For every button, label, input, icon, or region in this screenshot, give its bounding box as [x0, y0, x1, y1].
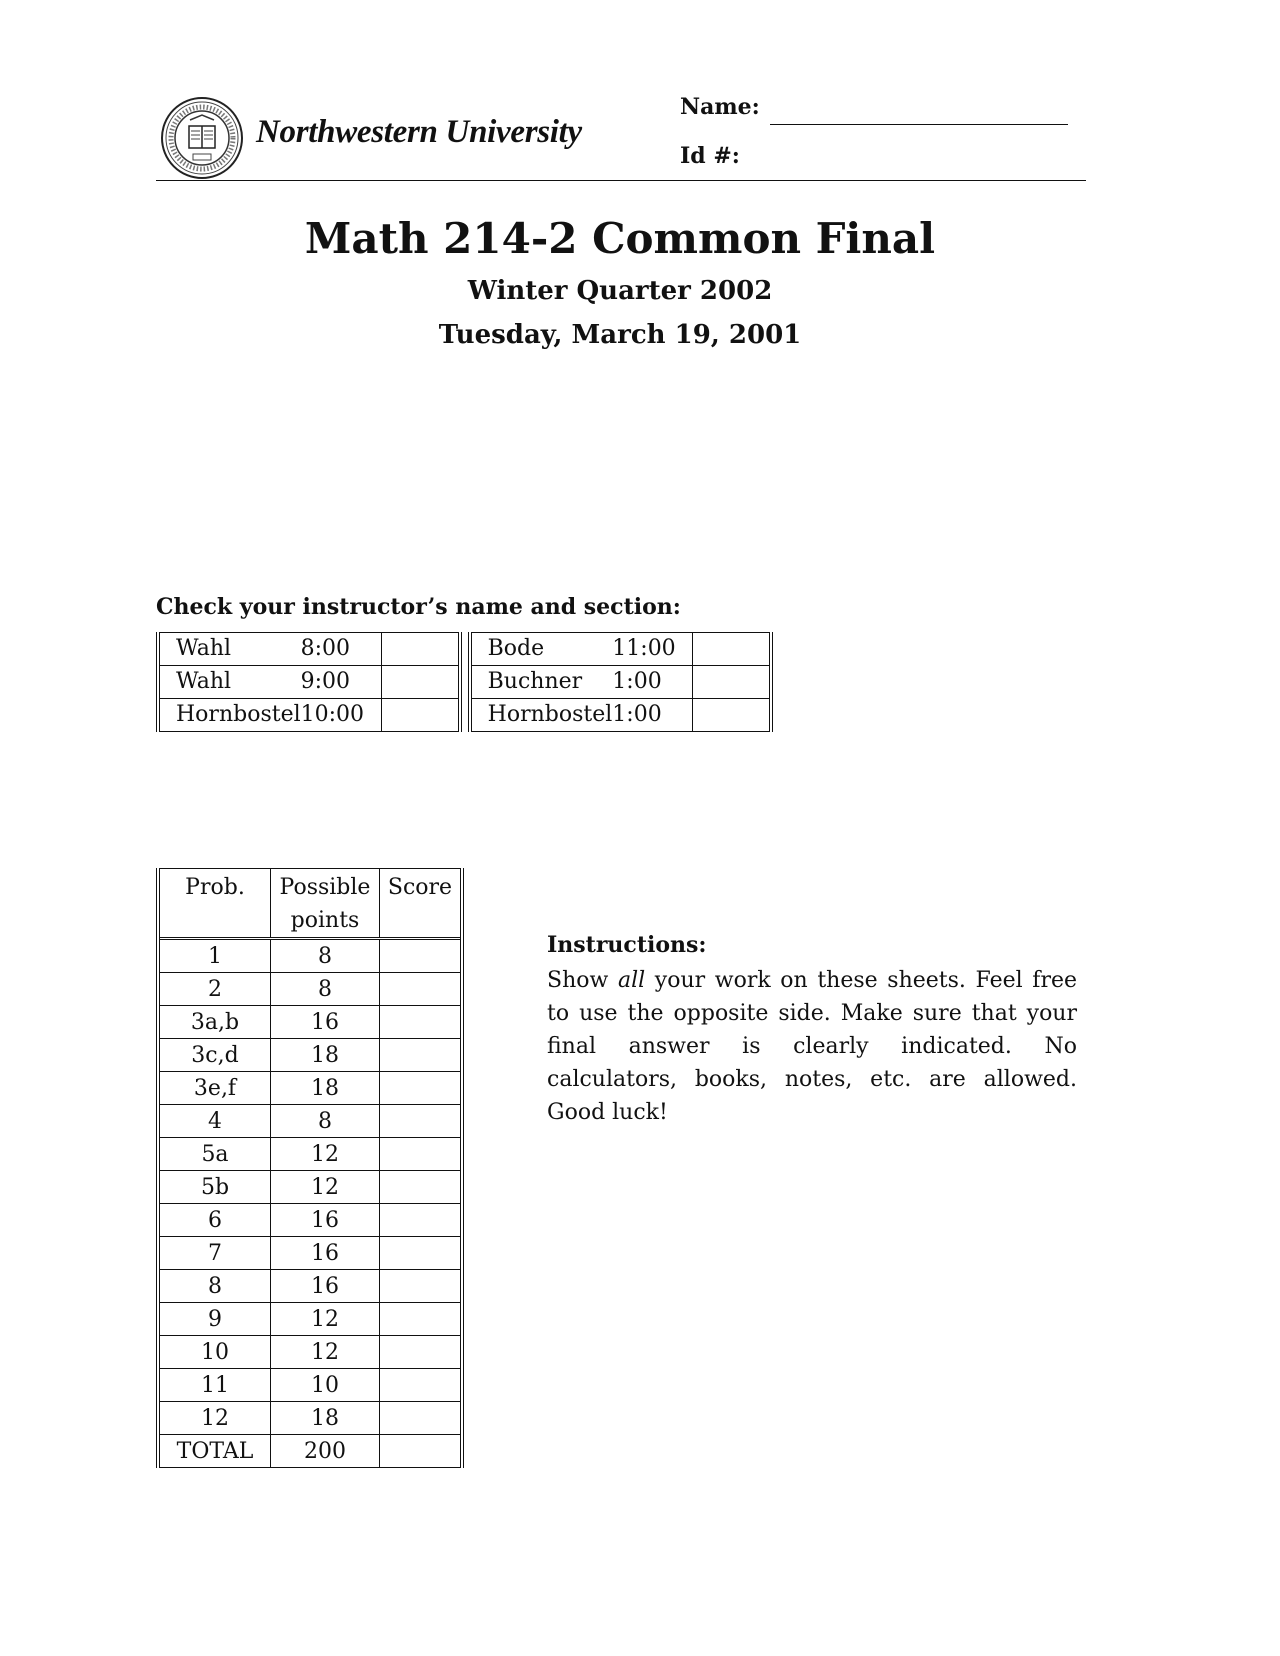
- instructor-name: Hornbostel: [470, 699, 613, 732]
- possible-points: 12: [271, 1336, 380, 1369]
- instructor-name: Hornbostel: [158, 699, 301, 732]
- score-cell[interactable]: [380, 1270, 463, 1303]
- points-header-line1: Possible: [279, 875, 371, 900]
- score-row: [158, 1270, 462, 1303]
- problem-label: 10: [158, 1336, 271, 1369]
- possible-points: 8: [271, 973, 380, 1006]
- score-row: [158, 939, 462, 973]
- instructions-text-post: your work on these sheets. Feel free to use the opposite side. Make sure that your final answer is clearly indicated. No calculators, books, notes, etc. are allowed. Good luck!: [547, 968, 1078, 1125]
- possible-points: 18: [271, 1402, 380, 1435]
- name-label: Name:: [680, 94, 760, 120]
- score-row: [158, 1237, 462, 1270]
- instructor-name: Bode: [470, 633, 613, 666]
- problem-label: TOTAL: [158, 1435, 271, 1468]
- problem-label: 9: [158, 1303, 271, 1336]
- score-row: [158, 1369, 462, 1402]
- instructor-name: Buchner: [470, 666, 613, 699]
- score-row: [158, 1336, 462, 1369]
- points-header-line2: points: [290, 908, 360, 933]
- score-row: [158, 973, 462, 1006]
- section-time: 1:00: [612, 699, 693, 732]
- score-row: [158, 1138, 462, 1171]
- possible-points: 8: [271, 939, 380, 973]
- university-seal-icon: [160, 96, 244, 180]
- score-cell[interactable]: [380, 1006, 463, 1039]
- score-cell[interactable]: [380, 1336, 463, 1369]
- score-row: [158, 1006, 462, 1039]
- possible-points: 12: [271, 1171, 380, 1204]
- possible-points: 16: [271, 1006, 380, 1039]
- instructor-name: Wahl: [158, 633, 301, 666]
- score-cell[interactable]: [380, 973, 463, 1006]
- instructor-row: [158, 633, 771, 666]
- problem-label: 8: [158, 1270, 271, 1303]
- possible-points: 16: [271, 1237, 380, 1270]
- score-row: [158, 1303, 462, 1336]
- instructions-text-pre: Show: [547, 968, 618, 993]
- score-row: [158, 1171, 462, 1204]
- score-row: [158, 1435, 462, 1468]
- exam-title: Math 214-2 Common Final: [304, 214, 936, 263]
- score-cell[interactable]: [380, 1369, 463, 1402]
- score-cell[interactable]: [380, 1105, 463, 1138]
- instructions-body: [547, 964, 1077, 1129]
- instructions-emphasis: all: [617, 968, 646, 993]
- section-time: 11:00: [612, 633, 693, 666]
- problem-label: 3c,d: [158, 1039, 271, 1072]
- possible-points: 16: [271, 1204, 380, 1237]
- score-row: [158, 1402, 462, 1435]
- section-checkbox[interactable]: [381, 699, 460, 732]
- prob-header: Prob.: [158, 869, 271, 939]
- score-cell[interactable]: [380, 1072, 463, 1105]
- possible-points: 18: [271, 1039, 380, 1072]
- exam-date: Tuesday, March 19, 2001: [438, 320, 802, 350]
- section-time: 10:00: [301, 699, 382, 732]
- score-cell[interactable]: [380, 1039, 463, 1072]
- problem-label: 5a: [158, 1138, 271, 1171]
- section-checkbox[interactable]: [381, 666, 460, 699]
- score-cell[interactable]: [380, 1435, 463, 1468]
- instructor-row: [158, 666, 771, 699]
- problem-label: 1: [158, 939, 271, 973]
- section-checkbox[interactable]: [381, 633, 460, 666]
- instructions-heading: Instructions:: [547, 932, 707, 958]
- possible-points: 8: [271, 1105, 380, 1138]
- section-checkbox[interactable]: [693, 633, 772, 666]
- section-checkbox[interactable]: [693, 666, 772, 699]
- instructor-table: [156, 632, 773, 732]
- score-table-header: [158, 869, 462, 939]
- score-row: [158, 1039, 462, 1072]
- possible-points: 16: [271, 1270, 380, 1303]
- score-cell[interactable]: [380, 1303, 463, 1336]
- section-time: 1:00: [612, 666, 693, 699]
- problem-label: 4: [158, 1105, 271, 1138]
- points-header: [271, 869, 380, 939]
- possible-points: 18: [271, 1072, 380, 1105]
- instructor-row: [158, 699, 771, 732]
- problem-label: 7: [158, 1237, 271, 1270]
- exam-term: Winter Quarter 2002: [467, 276, 773, 306]
- problem-label: 3e,f: [158, 1072, 271, 1105]
- instructor-heading: Check your instructor’s name and section:: [156, 594, 681, 620]
- score-cell[interactable]: [380, 1171, 463, 1204]
- possible-points: 12: [271, 1138, 380, 1171]
- score-cell[interactable]: [380, 939, 463, 973]
- section-time: 8:00: [301, 633, 382, 666]
- score-table: [156, 868, 464, 1468]
- problem-label: 5b: [158, 1171, 271, 1204]
- problem-label: 6: [158, 1204, 271, 1237]
- problem-label: 3a,b: [158, 1006, 271, 1039]
- header-rule: [156, 180, 1086, 181]
- score-row: [158, 1105, 462, 1138]
- instructor-name: Wahl: [158, 666, 301, 699]
- score-row: [158, 1204, 462, 1237]
- id-label: Id #:: [680, 143, 740, 169]
- problem-label: 11: [158, 1369, 271, 1402]
- possible-points: 200: [271, 1435, 380, 1468]
- score-cell[interactable]: [380, 1402, 463, 1435]
- score-header: Score: [380, 869, 463, 939]
- problem-label: 2: [158, 973, 271, 1006]
- possible-points: 12: [271, 1303, 380, 1336]
- score-cell[interactable]: [380, 1237, 463, 1270]
- score-row: [158, 1072, 462, 1105]
- section-checkbox[interactable]: [693, 699, 772, 732]
- section-time: 9:00: [301, 666, 382, 699]
- score-cell[interactable]: [380, 1138, 463, 1171]
- possible-points: 10: [271, 1369, 380, 1402]
- score-cell[interactable]: [380, 1204, 463, 1237]
- university-name: Northwestern University: [256, 114, 582, 150]
- name-field-line[interactable]: [770, 124, 1068, 125]
- problem-label: 12: [158, 1402, 271, 1435]
